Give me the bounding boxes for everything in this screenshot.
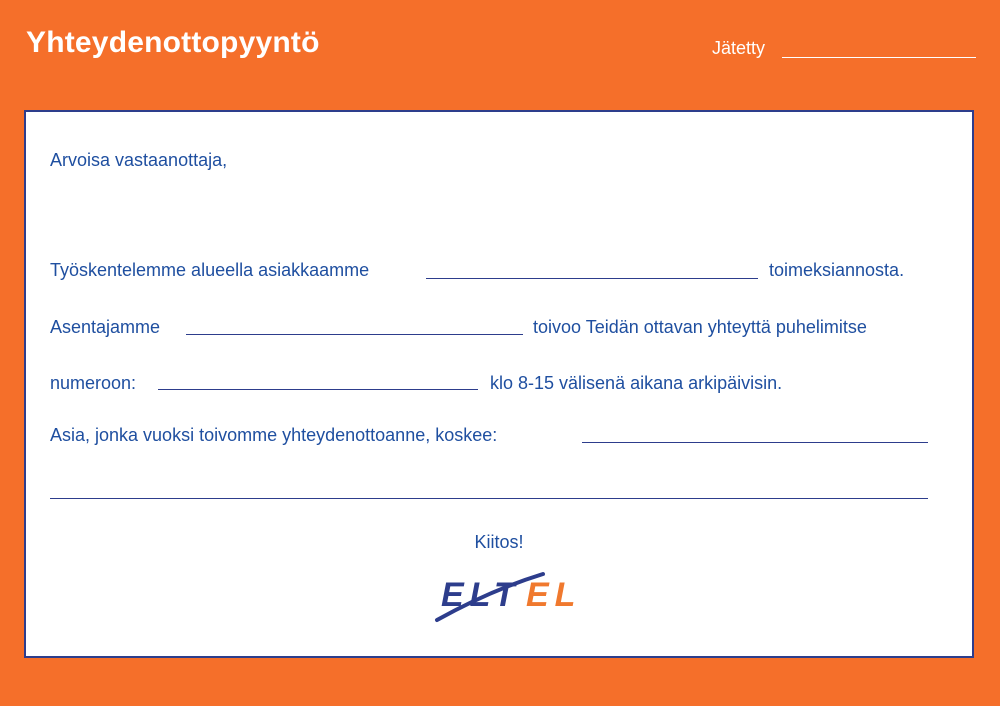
client-name-field[interactable] [426,278,758,279]
installer-name-field[interactable] [186,334,523,335]
line3-start: numeroon: [50,373,137,393]
line1-end: toimeksiannosta. [769,260,905,280]
phone-number-field[interactable] [158,389,478,390]
svg-text:ELT: ELT [441,576,521,614]
subject-field-continued[interactable] [50,498,928,499]
line2-start: Asentajamme [50,317,161,337]
submitted-field[interactable] [782,57,976,58]
submitted-label: Jätetty [712,38,766,58]
page-title: Yhteydenottopyyntö [26,26,320,59]
thanks-text: Kiitos! [474,532,524,552]
svg-text:EL: EL [526,576,582,614]
line4-start: Asia, jonka vuoksi toivomme yhteydenottoanne, koskee: [50,425,498,445]
greeting: Arvoisa vastaanottaja, [50,150,228,170]
subject-field[interactable] [582,442,928,443]
line1-start: Työskentelemme alueella asiakkaamme [50,260,370,280]
line3-end: klo 8-15 välisenä aikana arkipäivisin. [490,373,783,393]
letter-card [24,110,974,658]
line2-end: toivoo Teidän ottavan yhteyttä puhelimitse [533,317,867,337]
eltel-logo [431,560,591,632]
